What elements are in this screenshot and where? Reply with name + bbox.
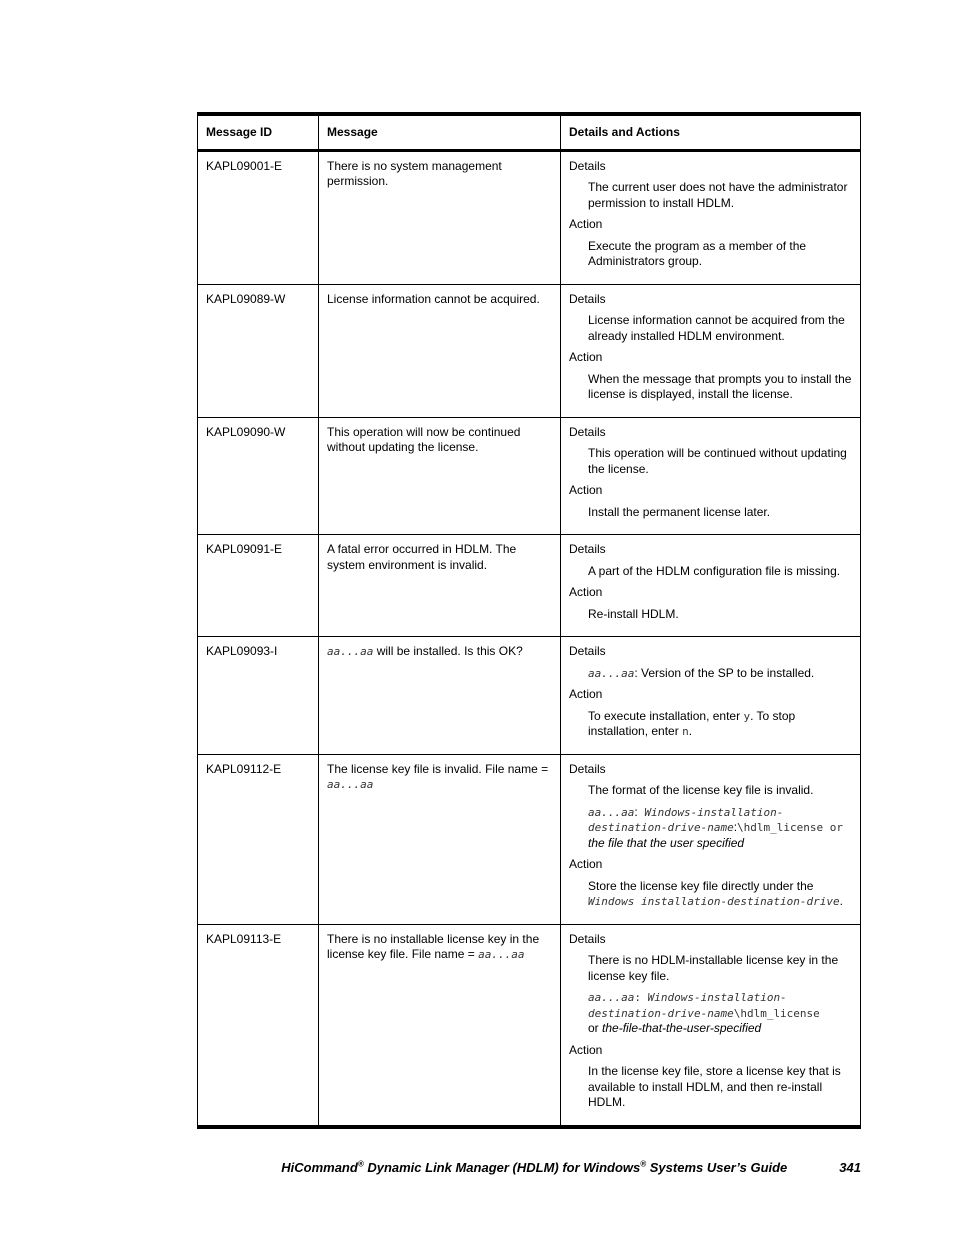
license-path: \hdlm_license [737, 821, 824, 834]
details-text: The format of the license key file is invalid. [588, 783, 814, 797]
variable-text: aa...aa [588, 666, 635, 680]
message-text: License information cannot be acquired. [319, 284, 561, 417]
registered-mark: ® [357, 1160, 364, 1169]
message-id: KAPL09001-E [198, 150, 319, 284]
details-variable-definition [588, 990, 854, 1037]
action-key-y: y [743, 709, 751, 723]
details-and-actions [561, 535, 861, 637]
page-footer [0, 1160, 861, 1175]
message-text [319, 924, 561, 1127]
footer-title [281, 1160, 787, 1175]
message-id: KAPL09089-W [198, 284, 319, 417]
action-text: When the message that prompts you to install the license is displayed, install the license. [588, 371, 852, 401]
message-table [197, 112, 861, 1129]
details-label: Details [569, 931, 606, 946]
header-message-id: Message ID [198, 114, 319, 150]
action-label: Action [569, 1042, 603, 1057]
action-text: Execute the program as a member of the Administrators group. [588, 238, 807, 268]
details-label: Details [569, 761, 606, 776]
message-prefix: The license key file is invalid. File name = [327, 761, 549, 776]
details-variable-definition [588, 805, 854, 852]
action-label: Action [569, 483, 603, 497]
details-suffix: : Version of the SP to be installed. [634, 665, 815, 680]
table-row [198, 417, 861, 535]
message-id: KAPL09090-W [198, 417, 319, 535]
action-label: Action [569, 857, 603, 871]
variable-text: aa...aa [588, 991, 635, 1004]
details-label: Details [569, 291, 606, 306]
details-text: A part of the HDLM configuration file is missing. [588, 563, 841, 578]
details-label: Details [569, 542, 606, 556]
table-row [198, 535, 861, 637]
message-id: KAPL09112-E [198, 754, 319, 924]
action-key-n: n [682, 725, 689, 738]
or-text: or [823, 821, 844, 834]
message-text [319, 754, 561, 924]
title-product: Dynamic Link Manager (HDLM) for Windows [363, 1160, 641, 1176]
user-file-text: the-file-that-the-user-specified [602, 1021, 762, 1035]
action-label: Action [569, 350, 603, 364]
license-path: \hdlm_license [733, 1006, 820, 1020]
details-and-actions [561, 417, 861, 535]
details-label: Details [569, 644, 606, 658]
variable-text: aa...aa [478, 948, 525, 961]
message-id: KAPL09113-E [198, 924, 319, 1127]
details-text: This operation will be continued without updating the license. [588, 446, 847, 476]
variable-text: aa...aa [327, 645, 374, 658]
action-part-a: To execute installation, enter [588, 708, 744, 723]
title-guide: Systems User’s Guide [646, 1160, 788, 1176]
colon: : [634, 804, 638, 819]
action-label: Action [569, 687, 603, 701]
details-text: License information cannot be acquired from the already installed HDLM environment. [588, 313, 845, 343]
details-and-actions [561, 924, 861, 1127]
message-id: KAPL09091-E [198, 535, 319, 637]
action-part-c: . [688, 724, 693, 738]
registered-mark: ® [640, 1160, 647, 1169]
variable-text: aa...aa [327, 778, 374, 791]
details-and-actions [561, 284, 861, 417]
drive-variable: Windows installation-destination-drive [588, 895, 840, 908]
or-text: or [588, 1021, 603, 1035]
message-text: This operation will now be continued without updating the license. [319, 417, 561, 535]
action-text: Install the permanent license later. [588, 504, 771, 519]
header-details-and-actions: Details and Actions [561, 114, 861, 150]
action-text [588, 879, 854, 910]
action-text: In the license key file, store a license key that is available to install HDLM, and then re-install HDLM. [588, 1064, 841, 1109]
details-text: The current user does not have the administrator permission to install HDLM. [588, 180, 848, 210]
details-and-actions [561, 150, 861, 284]
table-row [198, 924, 861, 1127]
table-row [198, 284, 861, 417]
table-row [198, 637, 861, 755]
table-row [198, 754, 861, 924]
header-message: Message [319, 114, 561, 150]
message-text [319, 637, 561, 755]
message-text: There is no system management permission. [319, 150, 561, 284]
page-number: 341 [839, 1160, 861, 1176]
drive-name-variable: Windows-installation-destination-drive-name [588, 805, 784, 834]
table-row [198, 150, 861, 284]
action-label: Action [569, 217, 603, 231]
variable-text: aa...aa [588, 805, 635, 819]
message-text: A fatal error occurred in HDLM. The system environment is invalid. [319, 535, 561, 637]
table-header-row [198, 114, 861, 150]
title-hicommand: HiCommand [281, 1160, 358, 1176]
message-prefix: There is no installable license key in the license key file. File name = [327, 931, 540, 961]
details-label: Details [569, 158, 606, 173]
details-label: Details [569, 424, 606, 439]
drive-name-variable: Windows-installation-destination-drive-name [588, 991, 787, 1020]
details-and-actions [561, 754, 861, 924]
action-part-b: . To stop installation, enter [588, 708, 796, 738]
action-part-b: . [839, 894, 844, 908]
message-id: KAPL09093-I [198, 637, 319, 755]
colon: : [733, 820, 738, 834]
colon: : [634, 991, 648, 1004]
action-text: Re-install HDLM. [588, 606, 679, 621]
action-label: Action [569, 585, 603, 599]
action-text [588, 709, 854, 740]
message-suffix: will be installed. Is this OK? [373, 644, 523, 658]
details-text [588, 666, 854, 682]
details-and-actions [561, 637, 861, 755]
action-part-a: Store the license key file directly under the [588, 878, 814, 893]
details-text: There is no HDLM-installable license key in the license key file. [588, 953, 839, 983]
user-file-text: the file that the user specified [588, 835, 745, 850]
